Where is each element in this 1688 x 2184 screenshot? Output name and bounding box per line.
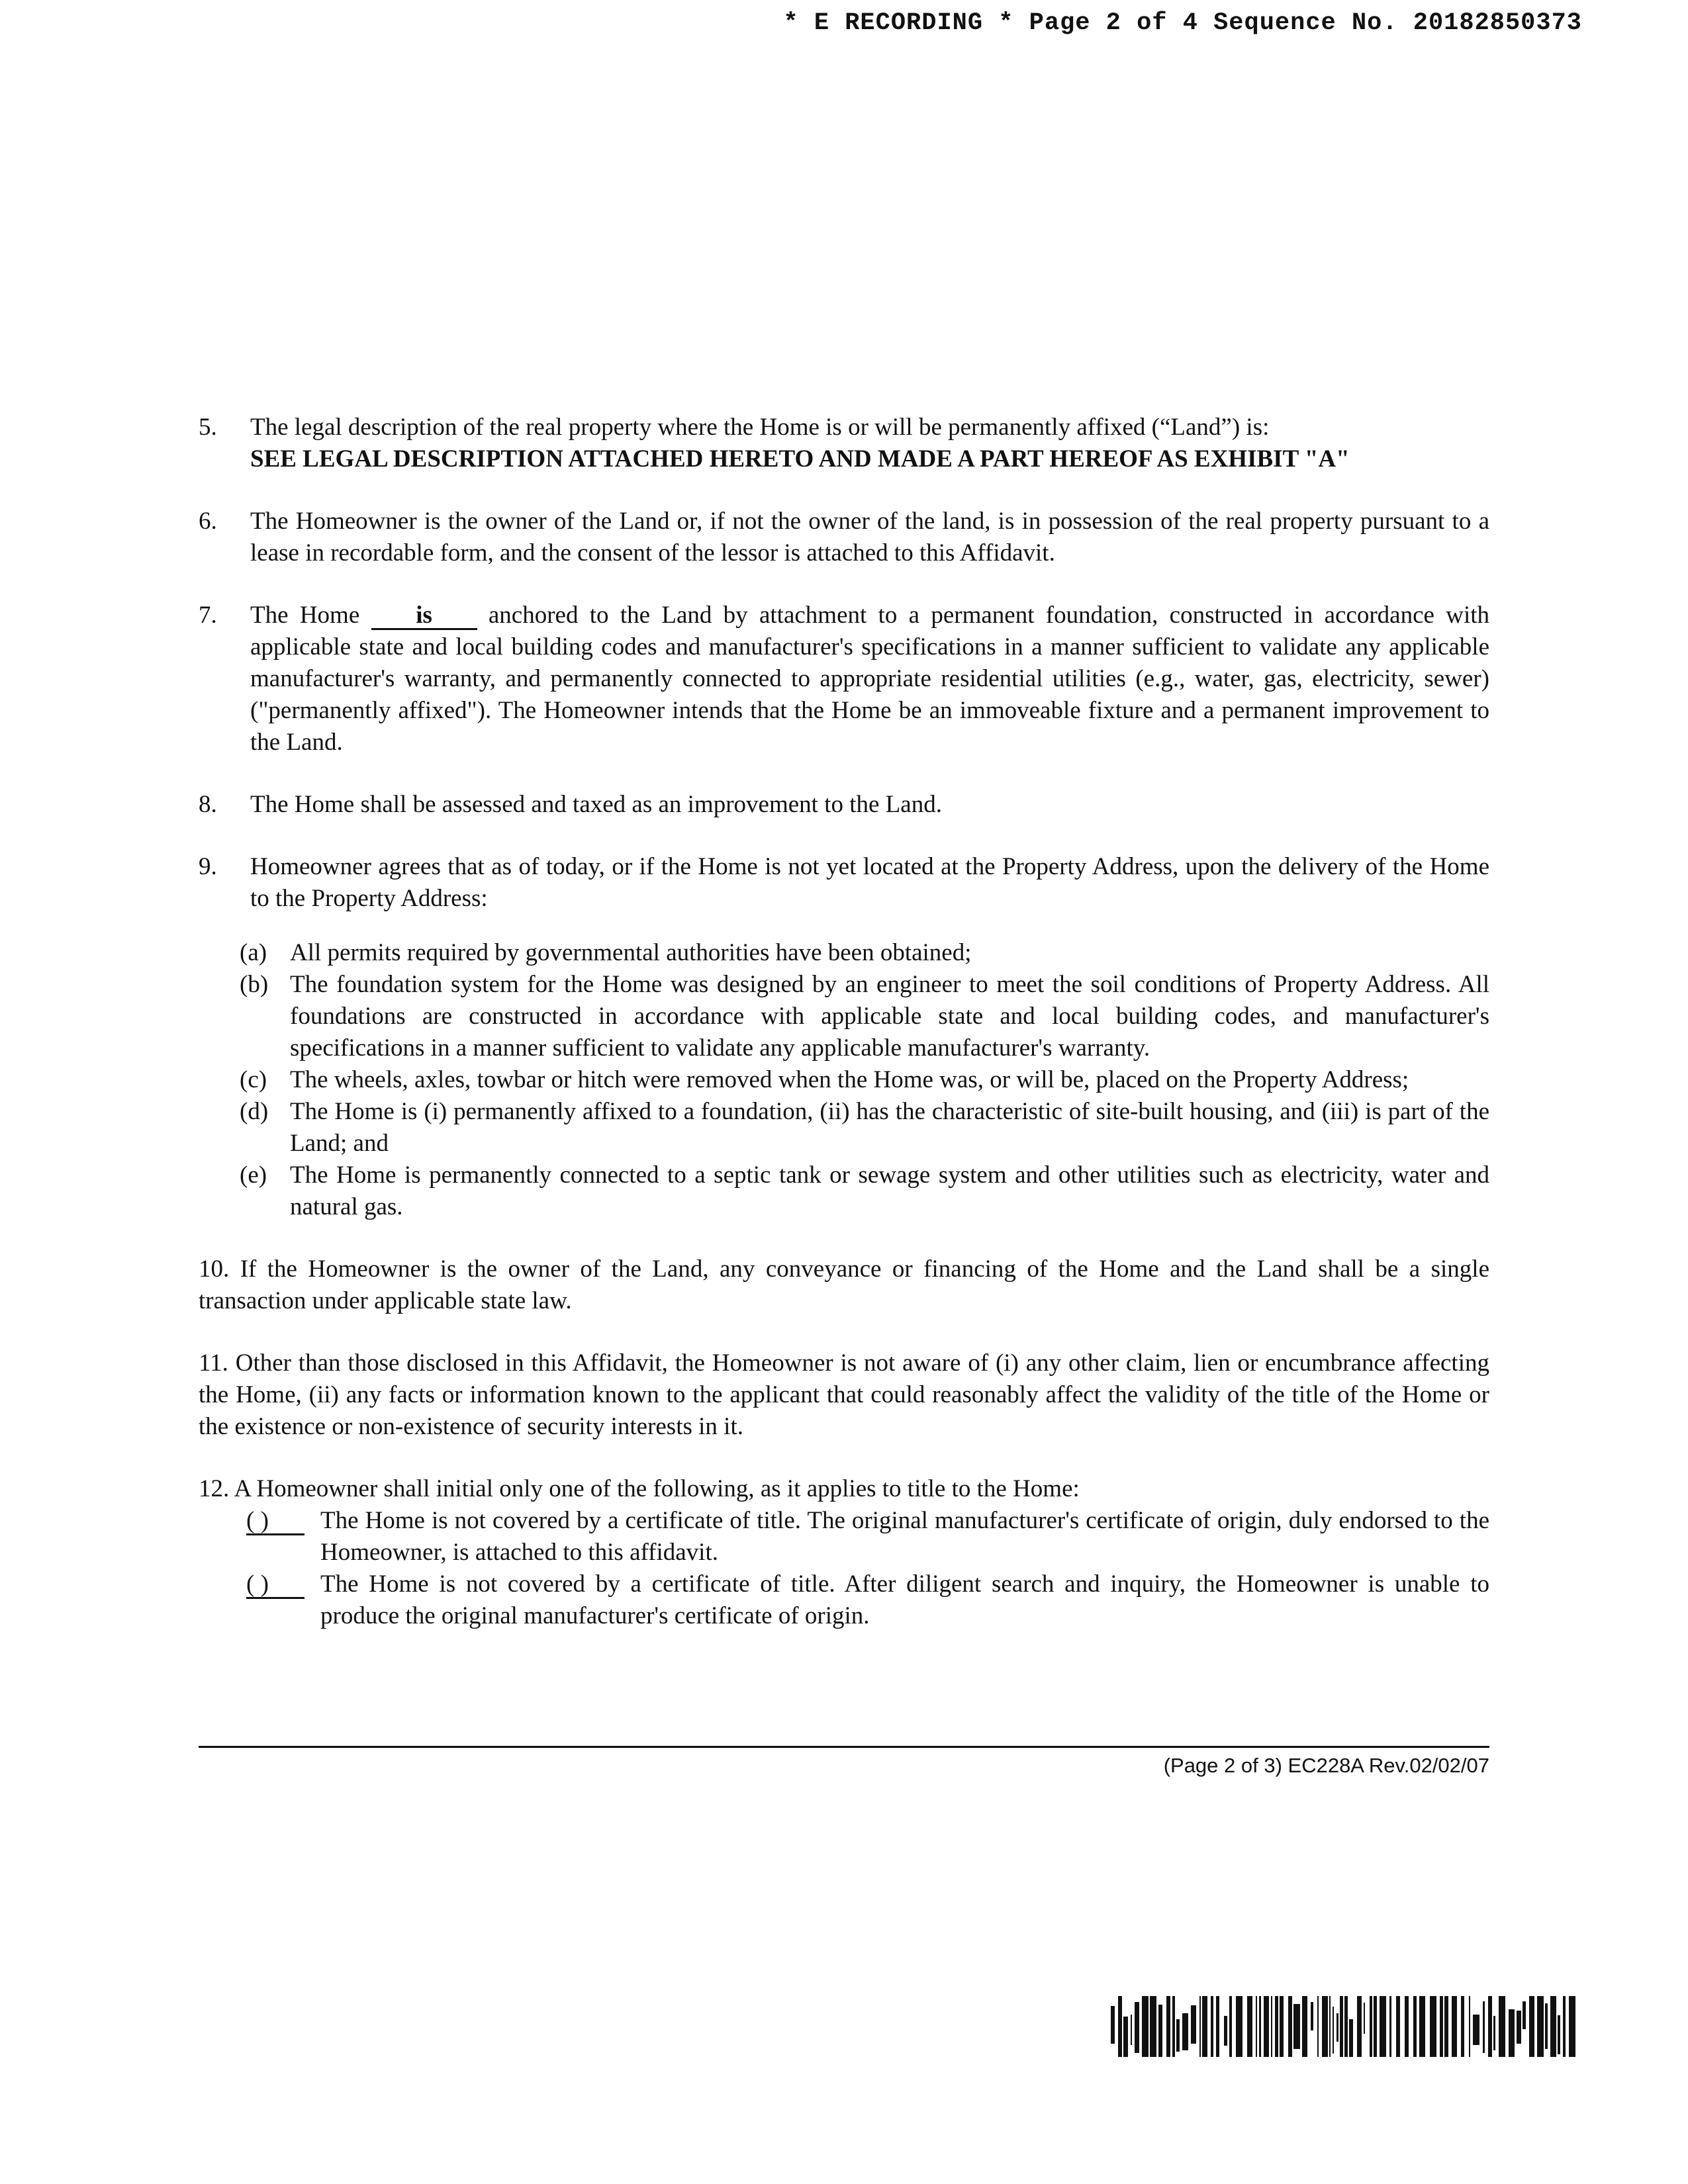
sub-item-b [240, 969, 1489, 1064]
anchored-status-field[interactable]: is [371, 603, 477, 630]
item-number: 6. [199, 508, 217, 535]
sub-item-e [240, 1160, 1489, 1223]
item-number: 5. [199, 414, 217, 441]
sub-label: (b) [240, 971, 269, 998]
sub-item-a [240, 937, 1489, 969]
item-text: The legal description of the real property where the Home is or will be permanently affixed (“Land”) is: [250, 414, 1270, 441]
item-number: 7. [199, 602, 217, 629]
item-number: 8. [199, 791, 217, 818]
item-text: Homeowner agrees that as of today, or if the Home is not yet located at the Property Address, upon the delivery of the Home to the Property Address: [250, 853, 1489, 912]
item-9 [199, 851, 1489, 915]
option-text: The Home is not covered by a certificate of title. After diligent search and inquiry, the Homeowner is unable to produce the original manufacturer's certificate of origin. [320, 1570, 1489, 1629]
barcode-icon [1111, 1996, 1577, 2057]
sub-item-d [240, 1096, 1489, 1160]
paragraph-11: 11. Other than those disclosed in this Affidavit, the Homeowner is not aware of (i) any other claim, lien or encumbrance affecting the Home, (ii) any facts or information known to the applicant that could reasonably affect the validity of the title of the Home or the existence or non-existence of security interests in it. [199, 1349, 1489, 1440]
title-options [246, 1505, 1489, 1632]
item-7 [199, 600, 1489, 758]
item-8 [199, 789, 1489, 821]
sub-label: (c) [240, 1066, 267, 1093]
paragraph-12 [199, 1473, 1489, 1632]
title-option-1 [246, 1505, 1489, 1569]
legal-description-reference: SEE LEGAL DESCRIPTION ATTACHED HERETO AND MADE A PART HEREOF AS EXHIBIT "A" [250, 445, 1350, 473]
item-text: The Homeowner is the owner of the Land or, if not the owner of the land, is in possession of the real property pursuant to a lease in recordable form, and the consent of the lessor is attached to this Affidavit. [250, 508, 1489, 567]
form-footer: (Page 2 of 3) EC228A Rev.02/02/07 [1163, 1754, 1489, 1777]
item-number: 9. [199, 853, 217, 880]
sub-label: (d) [240, 1098, 269, 1125]
sub-label: (a) [240, 939, 267, 966]
sub-text: The Home is permanently connected to a septic tank or sewage system and other utilities such as electricity, water and natural gas. [290, 1161, 1489, 1220]
item-text-pre: The Home [250, 602, 360, 629]
title-option-2 [246, 1569, 1489, 1632]
option-text: The Home is not covered by a certificate of title. The original manufacturer's certificate of origin, duly endorsed to the Homeowner, is attached to this affidavit. [320, 1507, 1489, 1566]
item-9-sublist [240, 937, 1489, 1223]
initial-field[interactable]: ( ) [246, 1572, 305, 1599]
item-text-post: anchored to the Land by attachment to a permanent foundation, constructed in accordance with applicable state and local building codes and manufacturer's specifications in a manner sufficient to validate any applicable manufacturer's warranty, and permanently connected to appropriate residential utilities (e.g., water, gas, electricity, sewer) ("permanently affixed"). The Homeowner intends that the Home be an immoveable fixture and a permanent improvement to the Land. [250, 602, 1490, 756]
recording-header: * E RECORDING * Page 2 of 4 Sequence No. 20182850373 [783, 9, 1582, 37]
sub-text: All permits required by governmental authorities have been obtained; [290, 939, 972, 966]
paragraph-10: 10. If the Homeowner is the owner of the Land, any conveyance or financing of the Home and the Land shall be a single transaction under applicable state law. [199, 1255, 1489, 1314]
item-6 [199, 506, 1489, 569]
sub-text: The foundation system for the Home was designed by an engineer to meet the soil conditions of Property Address. All foundations are constructed in accordance with applicable state and local building codes, and manufacturer's specifications in a manner sufficient to validate any applicable manufacturer's warranty. [290, 971, 1489, 1062]
affidavit-body [199, 412, 1489, 1632]
sub-text: The Home is (i) permanently affixed to a foundation, (ii) has the characteristic of site-built housing, and (iii) is part of the Land; and [290, 1098, 1489, 1157]
sub-text: The wheels, axles, towbar or hitch were removed when the Home was, or will be, placed on the Property Address; [290, 1066, 1409, 1093]
sub-item-c [240, 1064, 1489, 1096]
sub-label: (e) [240, 1161, 267, 1189]
footer-divider [199, 1746, 1489, 1748]
item-text [250, 600, 1489, 758]
item-5 [199, 412, 1489, 475]
item-text: The Home shall be assessed and taxed as an improvement to the Land. [250, 791, 942, 818]
initial-field[interactable]: ( ) [246, 1508, 305, 1535]
paragraph-12-title: 12. A Homeowner shall initial only one of the following, as it applies to title to the Home: [199, 1475, 1080, 1502]
